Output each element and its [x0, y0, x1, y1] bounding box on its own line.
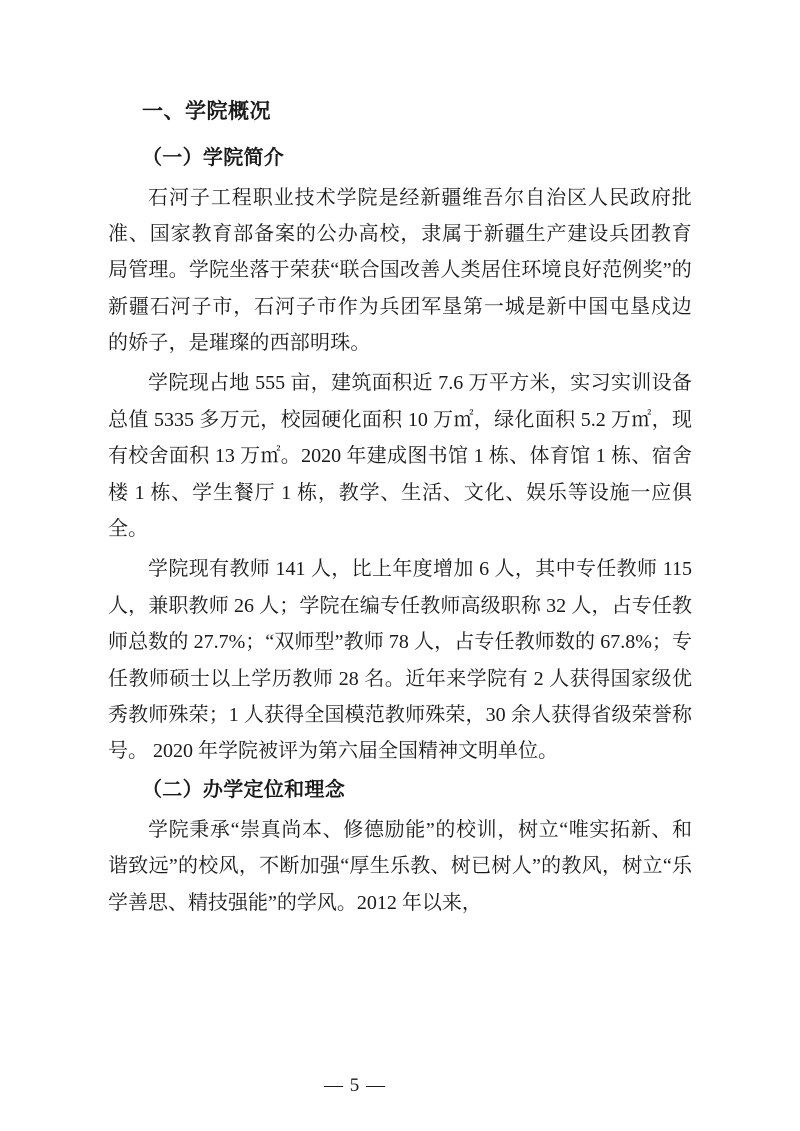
paragraph-college-overview: 石河子工程职业技术学院是经新疆维吾尔自治区人民政府批准、国家教育部备案的公办高校，隶属于新疆生产建设兵团教育局管理。学院坐落于荣获“联合国改善人类居住环境良好范例奖”的新疆石河子市，石河子市作为兵团军垦第一城是新中国屯垦戍边的娇子，是璀璨的西部明珠。	[108, 186, 692, 355]
subsection-heading-positioning: （二）办学定位和理念	[142, 778, 345, 801]
page-number: — 5 —	[324, 1075, 386, 1096]
section-heading: 一、学院概况	[142, 99, 271, 123]
paragraph-faculty-statistics: 学院现有教师 141 人，比上年度增加 6 人，其中专任教师 115 人，兼职教师 26 人；学院在编专任教师高级职称 32 人，占专任教师总数的 27.7%；“双师型”教师 78 人，占专任教师数的 67.8%；专任教师硕士以上学历教师 28 名。近年来学院有 2 人获得国家级优秀教师殊荣；1 人获得全国模范教师殊荣，30 余人获得省级荣誉称号。 2020 年学院被评为第六届全国精神文明单位。	[108, 558, 692, 763]
subsection-heading-college-intro: （一）学院简介	[142, 146, 285, 169]
document-body	[108, 96, 692, 925]
paragraph-motto: 学院秉承“崇真尚本、修德励能”的校训，树立“唯实拓新、和谐致远”的校风，不断加强“厚生乐教、树已树人”的教风，树立“乐学善思、精技强能”的学风。2012 年以来，	[108, 818, 692, 914]
paragraph-campus-area: 学院现占地 555 亩，建筑面积近 7.6 万平方米，实习实训设备总值 5335 多万元，校园硬化面积 10 万㎡，绿化面积 5.2 万㎡，现有校舍面积 13 万㎡。2020 年建成图书馆 1 栋、体育馆 1 栋、宿舍楼 1 栋、学生餐厅 1 栋，教学、生活、文化、娱乐等设施一应俱全。	[108, 372, 692, 541]
